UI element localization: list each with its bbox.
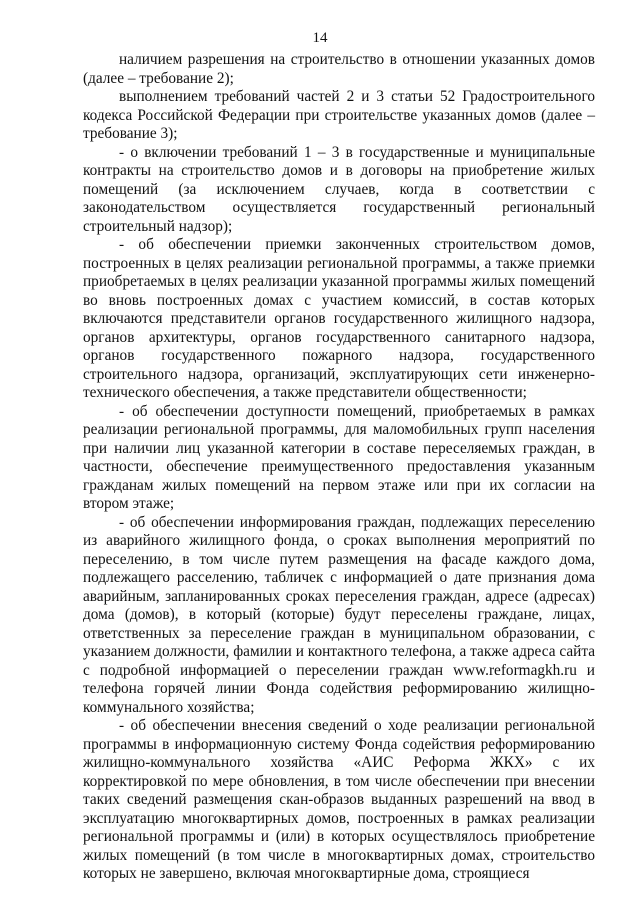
- paragraph-informing-citizens: - об обеспечении информирования граждан, подлежащих переселению из аварийного жилищного фонда, о сроках выполнения мероприятий по переселению, в том числе путем размещения на фасаде каждого дома, подлежащего расселению, табличек с информацией о дате признания дома аварийным, запланированных сроках переселения граждан, адресе (адресах) дома (домов), в который (которые) будут переселены граждане, лицах, ответственных за переселение граждан в муниципальном образовании, с указанием должности, фамилии и контактного телефона, а также адреса сайта с подробной информацией о переселении граждан www.reformagkh.ru и телефона горячей линии Фонда содействия реформированию жилищно-коммунального хозяйства;: [83, 513, 595, 716]
- paragraph-requirement-3: выполнением требований частей 2 и 3 статьи 52 Градостроительного кодекса Российской Федерации при строительстве указанных домов (далее – требование 3);: [83, 88, 595, 142]
- paragraph-accessibility: - об обеспечении доступности помещений, приобретаемых в рамках реализации региональной программы, для маломобильных групп населения при наличии лиц указанной категории в составе переселяемых граждан, в частности, обеспечение преимущественного предоставления указанным гражданам жилых помещений на первом этаже или при их согласии на втором этаже;: [83, 402, 595, 512]
- paragraph-acceptance-commissions: - об обеспечении приемки законченных строительством домов, построенных в целях реализации региональной программы, а также приемки приобретаемых в целях реализации указанной программы жилых помещений во вновь построенных домах с участием комиссий, в состав которых включаются представители органов государственного жилищного надзора, органов архитектуры, органов государственного санитарного надзора, органов государственного пожарного надзора, государственного строительного надзора, организаций, эксплуатирующих сети инженерно-технического обеспечения, а также представители общественности;: [83, 236, 595, 401]
- paragraph-contract-requirements: - о включении требований 1 – 3 в государственные и муниципальные контракты на строительство домов и в договоры на приобретение жилых помещений (за исключением случаев, когда в соответствии с законодательством осуществляется государственный региональный строительный надзор);: [83, 143, 595, 235]
- paragraph-requirement-2: наличием разрешения на строительство в отношении указанных домов (далее – требование 2);: [83, 51, 595, 87]
- document-body: [83, 51, 595, 884]
- page-number: 14: [312, 30, 328, 46]
- paragraph-information-system: - об обеспечении внесения сведений о ходе реализации региональной программы в информационную систему Фонда содействия реформированию жилищно-коммунального хозяйства «АИС Реформа ЖКХ» с их корректировкой по мере обновления, в том числе обеспечении при внесении таких сведений размещения скан-образов выданных разрешений на ввод в эксплуатацию многоквартирных домов, построенных в рамках реализации региональной программы и (или) в которых осуществлялось приобретение жилых помещений (в том числе в многоквартирных домах, строительство которых не завершено, включая многоквартирные дома, строящиеся: [83, 717, 595, 882]
